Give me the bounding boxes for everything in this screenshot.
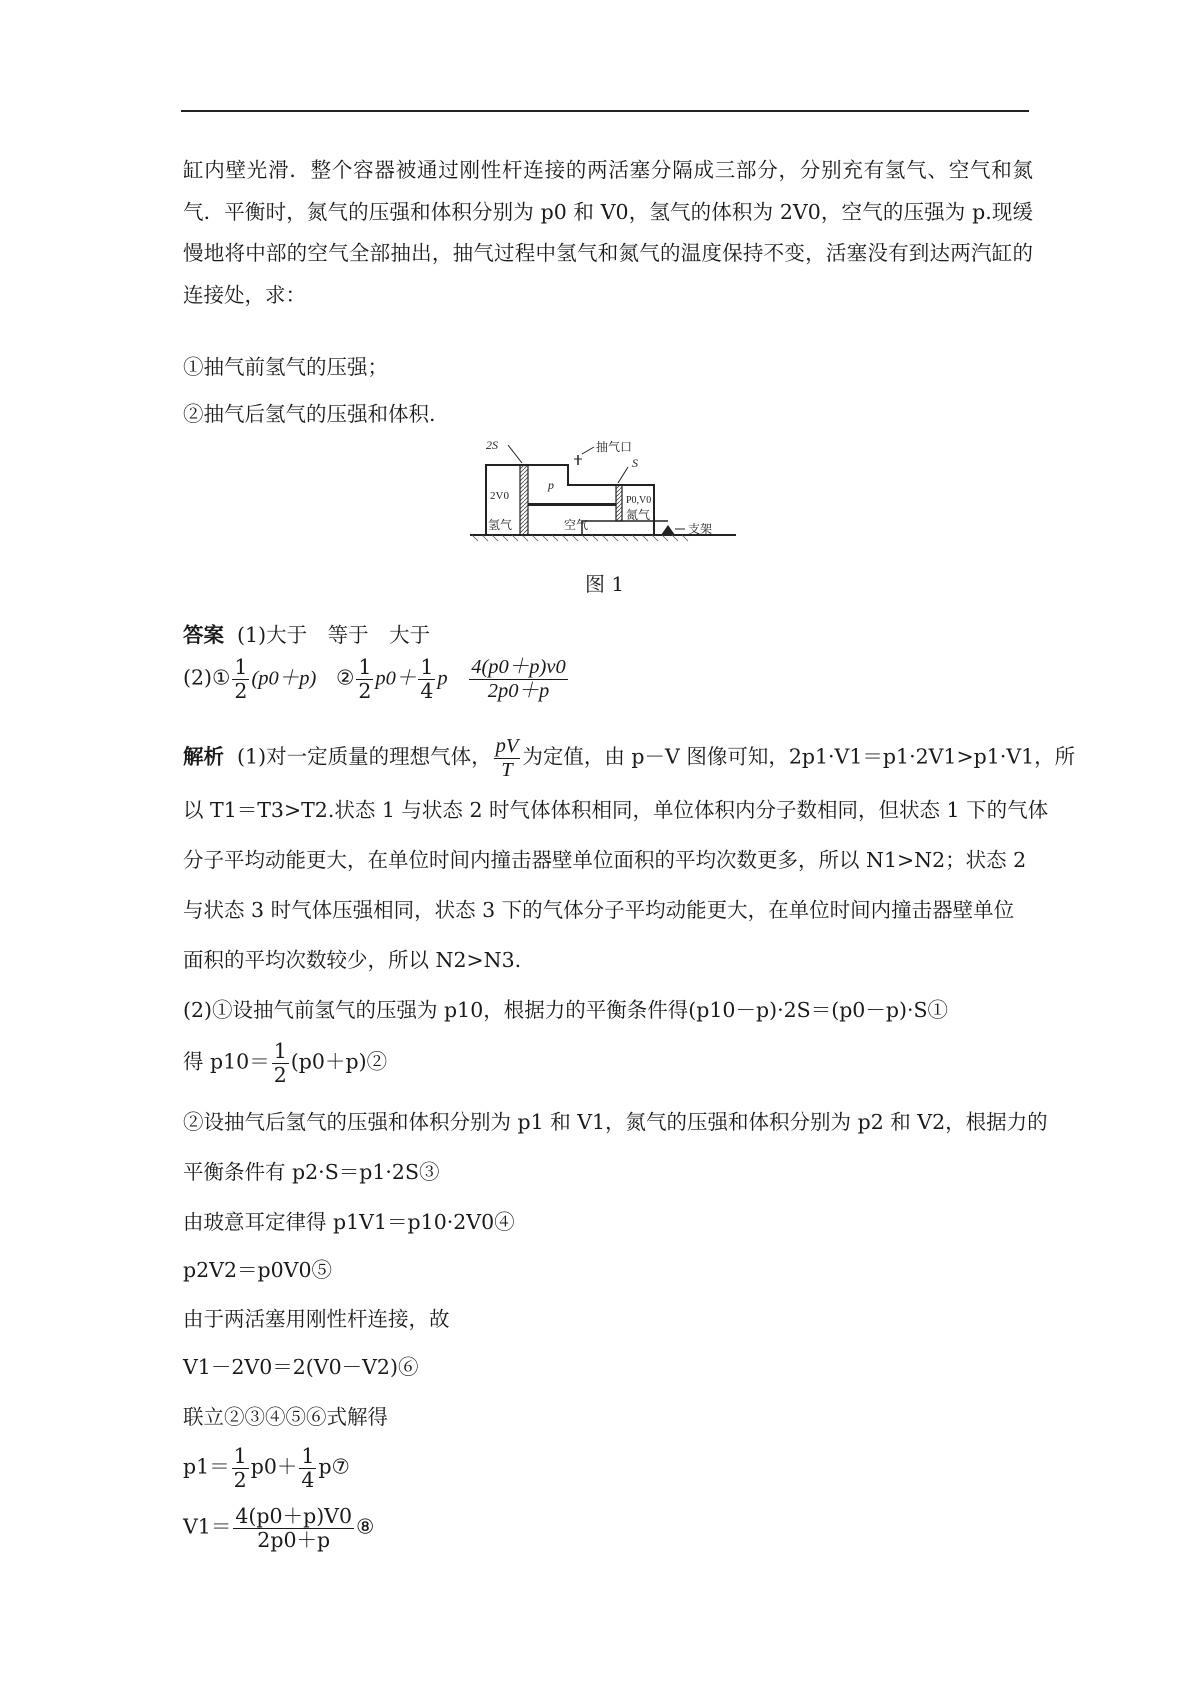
answer-label: 答案	[183, 623, 224, 647]
label-2S: 2S	[486, 438, 498, 452]
question-1: ①抽气前氢气的压强；	[183, 355, 388, 379]
label-air: 空气	[564, 518, 589, 532]
analysis-line-16: V1＝ $\frac{4(p0+p)V0}{2p0+p}$ ⑧	[183, 1504, 375, 1552]
analysis-line-8: ②设抽气后氢气的压强和体积分别为 p1 和 V1，氮气的压强和体积分别为 p2 和 V2，根据力的	[183, 1110, 1048, 1134]
analysis-line-4: 与状态 3 时气体压强相同，状态 3 下的气体分子平均动能更大，在单位时间内撞击器壁单位	[183, 898, 1015, 922]
label-2V0: 2V0	[490, 490, 509, 502]
analysis-line-6: (2)①设抽气前氢气的压强为 p10，根据力的平衡条件得(p10－p)·2S＝(p0－p)·S①	[183, 998, 949, 1022]
analysis-line-3: 分子平均动能更大，在单位时间内撞击器壁单位面积的平均次数更多，所以 N1>N2；状态 2	[183, 848, 1027, 872]
analysis-line-13: V1－2V0＝2(V0－V2)⑥	[183, 1355, 419, 1379]
answer-line-2: (2)① $\frac{1}{2}$ (p0＋p) ② $\frac{1}{2}$ p0＋ $\frac{1}{4}$ p $\frac{4(p0+p)v0}{2p0+p}$	[183, 655, 566, 703]
analysis-line-5: 面积的平均次数较少，所以 N2>N3.	[183, 948, 522, 972]
answer-line-1	[183, 618, 430, 648]
analysis-line-10: 由玻意耳定律得 p1V1＝p10·2V0④	[183, 1210, 515, 1234]
analysis-line-1: 解析 (1)对一定质量的理想气体， $\frac{pV}{T}$ 为定值，由 p－V 图像可知，2p1·V1＝p1·2V1>p1·V1，所	[183, 735, 1076, 781]
analysis-line-9: 平衡条件有 p2·S＝p1·2S③	[183, 1160, 440, 1184]
label-p0v0: P0,V0	[626, 495, 652, 506]
answer-v1-fraction: $\frac{4(p0+p)v0}{2p0+p}$	[471, 656, 566, 702]
analysis-line-15: p1＝ $\frac{1}{2}$ p0＋ $\frac{1}{4}$ p⑦	[183, 1444, 350, 1492]
analysis-line-12: 由于两活塞用刚性杆连接，故	[183, 1307, 450, 1331]
label-S: S	[632, 456, 638, 470]
analysis-label: 解析	[183, 744, 224, 769]
analysis-line-11: p2V2＝p0V0⑤	[183, 1258, 333, 1282]
label-stand: 支架	[688, 522, 713, 536]
label-hydrogen: 氢气	[488, 518, 513, 532]
label-outlet: 抽气口	[596, 440, 633, 454]
label-p: p	[548, 478, 554, 492]
answer-part1: (1)大于 等于 大于	[237, 623, 431, 647]
header-rule	[181, 110, 1029, 112]
label-nitrogen: 氮气	[626, 508, 651, 522]
figure-caption: 图 1	[585, 572, 625, 596]
fraction: $\frac{1}{2}$	[234, 655, 248, 703]
analysis-line-2: 以 T1＝T3>T2.状态 1 与状态 2 时气体体积相同，单位体积内分子数相同，但状态 1 下的气体	[183, 798, 1049, 822]
analysis-line-14: 联立②③④⑤⑥式解得	[183, 1405, 388, 1429]
analysis-line-7: 得 p10＝ $\frac{1}{2}$ (p0＋p)②	[183, 1039, 388, 1087]
question-2: ②抽气后氢气的压强和体积.	[183, 402, 436, 426]
problem-paragraph: 缸内壁光滑．整个容器被通过刚性杆连接的两活塞分隔成三部分，分别充有氢气、空气和氮气．平衡时，氮气的压强和体积分别为 p0 和 V0，氢气的体积为 2V0，空气的压强为 p.现缓慢地将中部的空气全部抽出，抽气过程中氢气和氮气的温度保持不变，活塞没有到达两汽缸的连接处，求：	[183, 158, 1033, 307]
gas-cylinder-figure	[468, 437, 738, 547]
